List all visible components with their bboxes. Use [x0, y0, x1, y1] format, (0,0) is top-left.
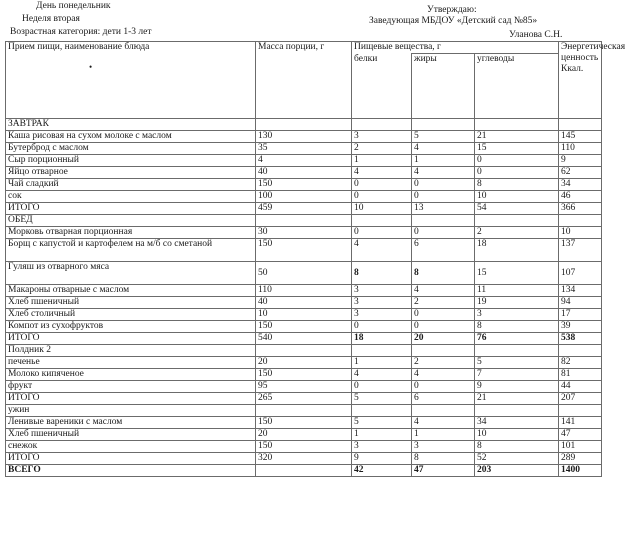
carbs-cell: 54 — [475, 203, 559, 215]
empty-cell — [352, 405, 412, 417]
fat-cell: 0 — [412, 309, 475, 321]
energy-cell: 141 — [559, 417, 602, 429]
empty-cell — [412, 119, 475, 131]
dish-cell: ИТОГО — [6, 203, 256, 215]
empty-cell — [475, 215, 559, 227]
table-row — [6, 143, 602, 155]
energy-cell: 110 — [559, 143, 602, 155]
mass-cell: 30 — [256, 227, 352, 239]
dish-cell: печенье — [6, 357, 256, 369]
mass-cell: 265 — [256, 393, 352, 405]
section-title: Полдник 2 — [6, 345, 256, 357]
mass-cell: 150 — [256, 239, 352, 262]
empty-cell — [256, 215, 352, 227]
mass-cell: 459 — [256, 203, 352, 215]
section-title: ЗАВТРАК — [6, 119, 256, 131]
mass-column-header: Масса порции, г — [256, 42, 352, 119]
dish-cell: Яйцо отварное — [6, 167, 256, 179]
dish-cell: ИТОГО — [6, 333, 256, 345]
protein-cell: 5 — [352, 417, 412, 429]
mass-cell — [256, 465, 352, 477]
fat-cell: 4 — [412, 369, 475, 381]
fat-cell: 6 — [412, 239, 475, 262]
dish-cell: Молоко кипяченое — [6, 369, 256, 381]
energy-cell: 17 — [559, 309, 602, 321]
carbs-cell: 2 — [475, 227, 559, 239]
dish-cell: ИТОГО — [6, 453, 256, 465]
carbs-cell: 21 — [475, 131, 559, 143]
mass-cell: 95 — [256, 381, 352, 393]
table-row — [6, 131, 602, 143]
table-row — [6, 179, 602, 191]
empty-cell — [352, 119, 412, 131]
protein-cell: 2 — [352, 143, 412, 155]
protein-cell: 18 — [352, 333, 412, 345]
empty-cell — [412, 405, 475, 417]
week-label: Неделя вторая — [22, 14, 80, 24]
protein-cell: 3 — [352, 309, 412, 321]
day-label: День понедельник — [36, 1, 111, 11]
energy-cell: 1400 — [559, 465, 602, 477]
table-row — [6, 417, 602, 429]
dish-cell: фрукт — [6, 381, 256, 393]
fat-cell: 0 — [412, 227, 475, 239]
empty-cell — [256, 345, 352, 357]
protein-column-header: белки — [352, 54, 412, 119]
table-row — [6, 441, 602, 453]
table-row — [6, 333, 602, 345]
energy-cell: 289 — [559, 453, 602, 465]
fat-cell: 8 — [412, 453, 475, 465]
empty-cell — [256, 119, 352, 131]
energy-cell: 39 — [559, 321, 602, 333]
protein-cell: 0 — [352, 227, 412, 239]
empty-cell — [352, 345, 412, 357]
mass-cell: 40 — [256, 297, 352, 309]
mass-cell: 150 — [256, 417, 352, 429]
energy-cell: 134 — [559, 285, 602, 297]
mass-cell: 20 — [256, 357, 352, 369]
mass-cell: 20 — [256, 429, 352, 441]
energy-cell: 82 — [559, 357, 602, 369]
nutrients-column-header: Пищевые вещества, г — [352, 42, 559, 54]
fat-column-header: жиры — [412, 54, 475, 119]
protein-cell: 42 — [352, 465, 412, 477]
energy-cell: 47 — [559, 429, 602, 441]
section-row — [6, 345, 602, 357]
carbs-cell: 11 — [475, 285, 559, 297]
dish-cell: Компот из сухофруктов — [6, 321, 256, 333]
mass-cell: 4 — [256, 155, 352, 167]
dish-cell: снежок — [6, 441, 256, 453]
carbs-cell: 7 — [475, 369, 559, 381]
protein-cell: 1 — [352, 357, 412, 369]
table-row — [6, 453, 602, 465]
mass-cell: 50 — [256, 262, 352, 285]
dish-cell: Хлеб столичный — [6, 309, 256, 321]
fat-cell: 4 — [412, 285, 475, 297]
fat-cell: 1 — [412, 429, 475, 441]
dish-cell: Хлеб пшеничный — [6, 429, 256, 441]
fat-cell: 4 — [412, 143, 475, 155]
carbs-cell: 34 — [475, 417, 559, 429]
section-row — [6, 119, 602, 131]
fat-cell: 6 — [412, 393, 475, 405]
mass-cell: 320 — [256, 453, 352, 465]
section-row — [6, 405, 602, 417]
protein-cell: 3 — [352, 131, 412, 143]
carbs-cell: 21 — [475, 393, 559, 405]
approve-label: Утверждаю: — [427, 5, 477, 15]
carbs-cell: 0 — [475, 167, 559, 179]
protein-cell: 1 — [352, 155, 412, 167]
protein-cell: 3 — [352, 297, 412, 309]
dish-cell: ИТОГО — [6, 393, 256, 405]
empty-cell — [559, 345, 602, 357]
protein-cell: 4 — [352, 369, 412, 381]
table-row — [6, 285, 602, 297]
protein-cell: 3 — [352, 285, 412, 297]
protein-cell: 0 — [352, 321, 412, 333]
scan-mark: • — [89, 62, 93, 72]
empty-cell — [559, 215, 602, 227]
dish-column-header: Прием пищи, наименование блюда — [6, 42, 256, 119]
mass-cell: 100 — [256, 191, 352, 203]
head-title: Заведующая МБДОУ «Детский сад №85» — [369, 16, 538, 26]
fat-cell: 0 — [412, 179, 475, 191]
dish-cell: Макароны отварные с маслом — [6, 285, 256, 297]
fat-cell: 5 — [412, 131, 475, 143]
fat-cell: 4 — [412, 167, 475, 179]
fat-cell: 47 — [412, 465, 475, 477]
carbs-column-header: углеводы — [475, 54, 559, 119]
dish-cell: сок — [6, 191, 256, 203]
fat-cell: 8 — [412, 262, 475, 285]
fat-cell: 2 — [412, 297, 475, 309]
fat-cell: 2 — [412, 357, 475, 369]
section-row — [6, 215, 602, 227]
energy-cell: 207 — [559, 393, 602, 405]
mass-cell: 10 — [256, 309, 352, 321]
table-row — [6, 155, 602, 167]
mass-cell: 150 — [256, 179, 352, 191]
protein-cell: 4 — [352, 167, 412, 179]
energy-cell: 107 — [559, 262, 602, 285]
head-name: Уланова С.Н. — [509, 30, 563, 40]
carbs-cell: 10 — [475, 191, 559, 203]
dish-cell: Ленивые вареники с маслом — [6, 417, 256, 429]
dish-cell: Гуляш из отварного мяса — [6, 262, 256, 285]
mass-cell: 150 — [256, 441, 352, 453]
mass-cell: 150 — [256, 369, 352, 381]
empty-cell — [352, 215, 412, 227]
empty-cell — [559, 119, 602, 131]
carbs-cell: 76 — [475, 333, 559, 345]
dish-cell: Борщ с капустой и картофелем на м/б со сметаной — [6, 239, 256, 262]
table-row — [6, 429, 602, 441]
dish-cell: Хлеб пшеничный — [6, 297, 256, 309]
fat-cell: 0 — [412, 381, 475, 393]
empty-cell — [412, 215, 475, 227]
carbs-cell: 9 — [475, 381, 559, 393]
fat-cell: 0 — [412, 321, 475, 333]
table-row — [6, 381, 602, 393]
table-row — [6, 309, 602, 321]
carbs-cell: 0 — [475, 155, 559, 167]
energy-cell: 145 — [559, 131, 602, 143]
dish-cell: Сыр порционный — [6, 155, 256, 167]
carbs-cell: 18 — [475, 239, 559, 262]
empty-cell — [256, 405, 352, 417]
energy-cell: 94 — [559, 297, 602, 309]
energy-column-header: Энергетическая ценность Ккал. — [559, 42, 602, 119]
carbs-cell: 19 — [475, 297, 559, 309]
carbs-cell: 203 — [475, 465, 559, 477]
table-row — [6, 321, 602, 333]
protein-cell: 0 — [352, 191, 412, 203]
protein-cell: 0 — [352, 381, 412, 393]
dish-cell: ВСЕГО — [6, 465, 256, 477]
menu-table — [5, 41, 625, 477]
energy-cell: 81 — [559, 369, 602, 381]
carbs-cell: 8 — [475, 179, 559, 191]
table-row — [6, 465, 602, 477]
dish-cell: Бутерброд с маслом — [6, 143, 256, 155]
dish-cell: Каша рисовая на сухом молоке с маслом — [6, 131, 256, 143]
empty-cell — [475, 345, 559, 357]
protein-cell: 0 — [352, 179, 412, 191]
protein-cell: 1 — [352, 429, 412, 441]
mass-cell: 35 — [256, 143, 352, 155]
table-row — [6, 369, 602, 381]
energy-cell: 101 — [559, 441, 602, 453]
empty-cell — [559, 405, 602, 417]
fat-cell: 13 — [412, 203, 475, 215]
table-row — [6, 167, 602, 179]
protein-cell: 4 — [352, 239, 412, 262]
mass-cell: 540 — [256, 333, 352, 345]
mass-cell: 150 — [256, 321, 352, 333]
protein-cell: 8 — [352, 262, 412, 285]
table-header-row — [6, 42, 602, 54]
carbs-cell: 3 — [475, 309, 559, 321]
protein-cell: 5 — [352, 393, 412, 405]
carbs-cell: 5 — [475, 357, 559, 369]
energy-cell: 538 — [559, 333, 602, 345]
table-row — [6, 191, 602, 203]
table-row — [6, 262, 602, 285]
fat-cell: 0 — [412, 191, 475, 203]
protein-cell: 9 — [352, 453, 412, 465]
mass-cell: 110 — [256, 285, 352, 297]
carbs-cell: 52 — [475, 453, 559, 465]
table-row — [6, 393, 602, 405]
protein-cell: 10 — [352, 203, 412, 215]
carbs-cell: 8 — [475, 441, 559, 453]
section-title: ОБЕД — [6, 215, 256, 227]
table-row — [6, 357, 602, 369]
dish-cell: Чай сладкий — [6, 179, 256, 191]
section-title: ужин — [6, 405, 256, 417]
dish-cell: Морковь отварная порционная — [6, 227, 256, 239]
empty-cell — [475, 119, 559, 131]
fat-cell: 3 — [412, 441, 475, 453]
mass-cell: 40 — [256, 167, 352, 179]
carbs-cell: 8 — [475, 321, 559, 333]
energy-cell: 46 — [559, 191, 602, 203]
carbs-cell: 15 — [475, 143, 559, 155]
protein-cell: 3 — [352, 441, 412, 453]
age-category-label: Возрастная категория: дети 1-3 лет — [10, 27, 152, 37]
energy-cell: 366 — [559, 203, 602, 215]
empty-cell — [475, 405, 559, 417]
empty-cell — [412, 345, 475, 357]
mass-cell: 130 — [256, 131, 352, 143]
carbs-cell: 15 — [475, 262, 559, 285]
fat-cell: 20 — [412, 333, 475, 345]
energy-cell: 137 — [559, 239, 602, 262]
fat-cell: 1 — [412, 155, 475, 167]
table-row — [6, 239, 602, 262]
table-row — [6, 297, 602, 309]
energy-cell: 9 — [559, 155, 602, 167]
table-row — [6, 227, 602, 239]
table-row — [6, 203, 602, 215]
energy-cell: 44 — [559, 381, 602, 393]
carbs-cell: 10 — [475, 429, 559, 441]
energy-cell: 34 — [559, 179, 602, 191]
fat-cell: 4 — [412, 417, 475, 429]
energy-cell: 62 — [559, 167, 602, 179]
energy-cell: 10 — [559, 227, 602, 239]
